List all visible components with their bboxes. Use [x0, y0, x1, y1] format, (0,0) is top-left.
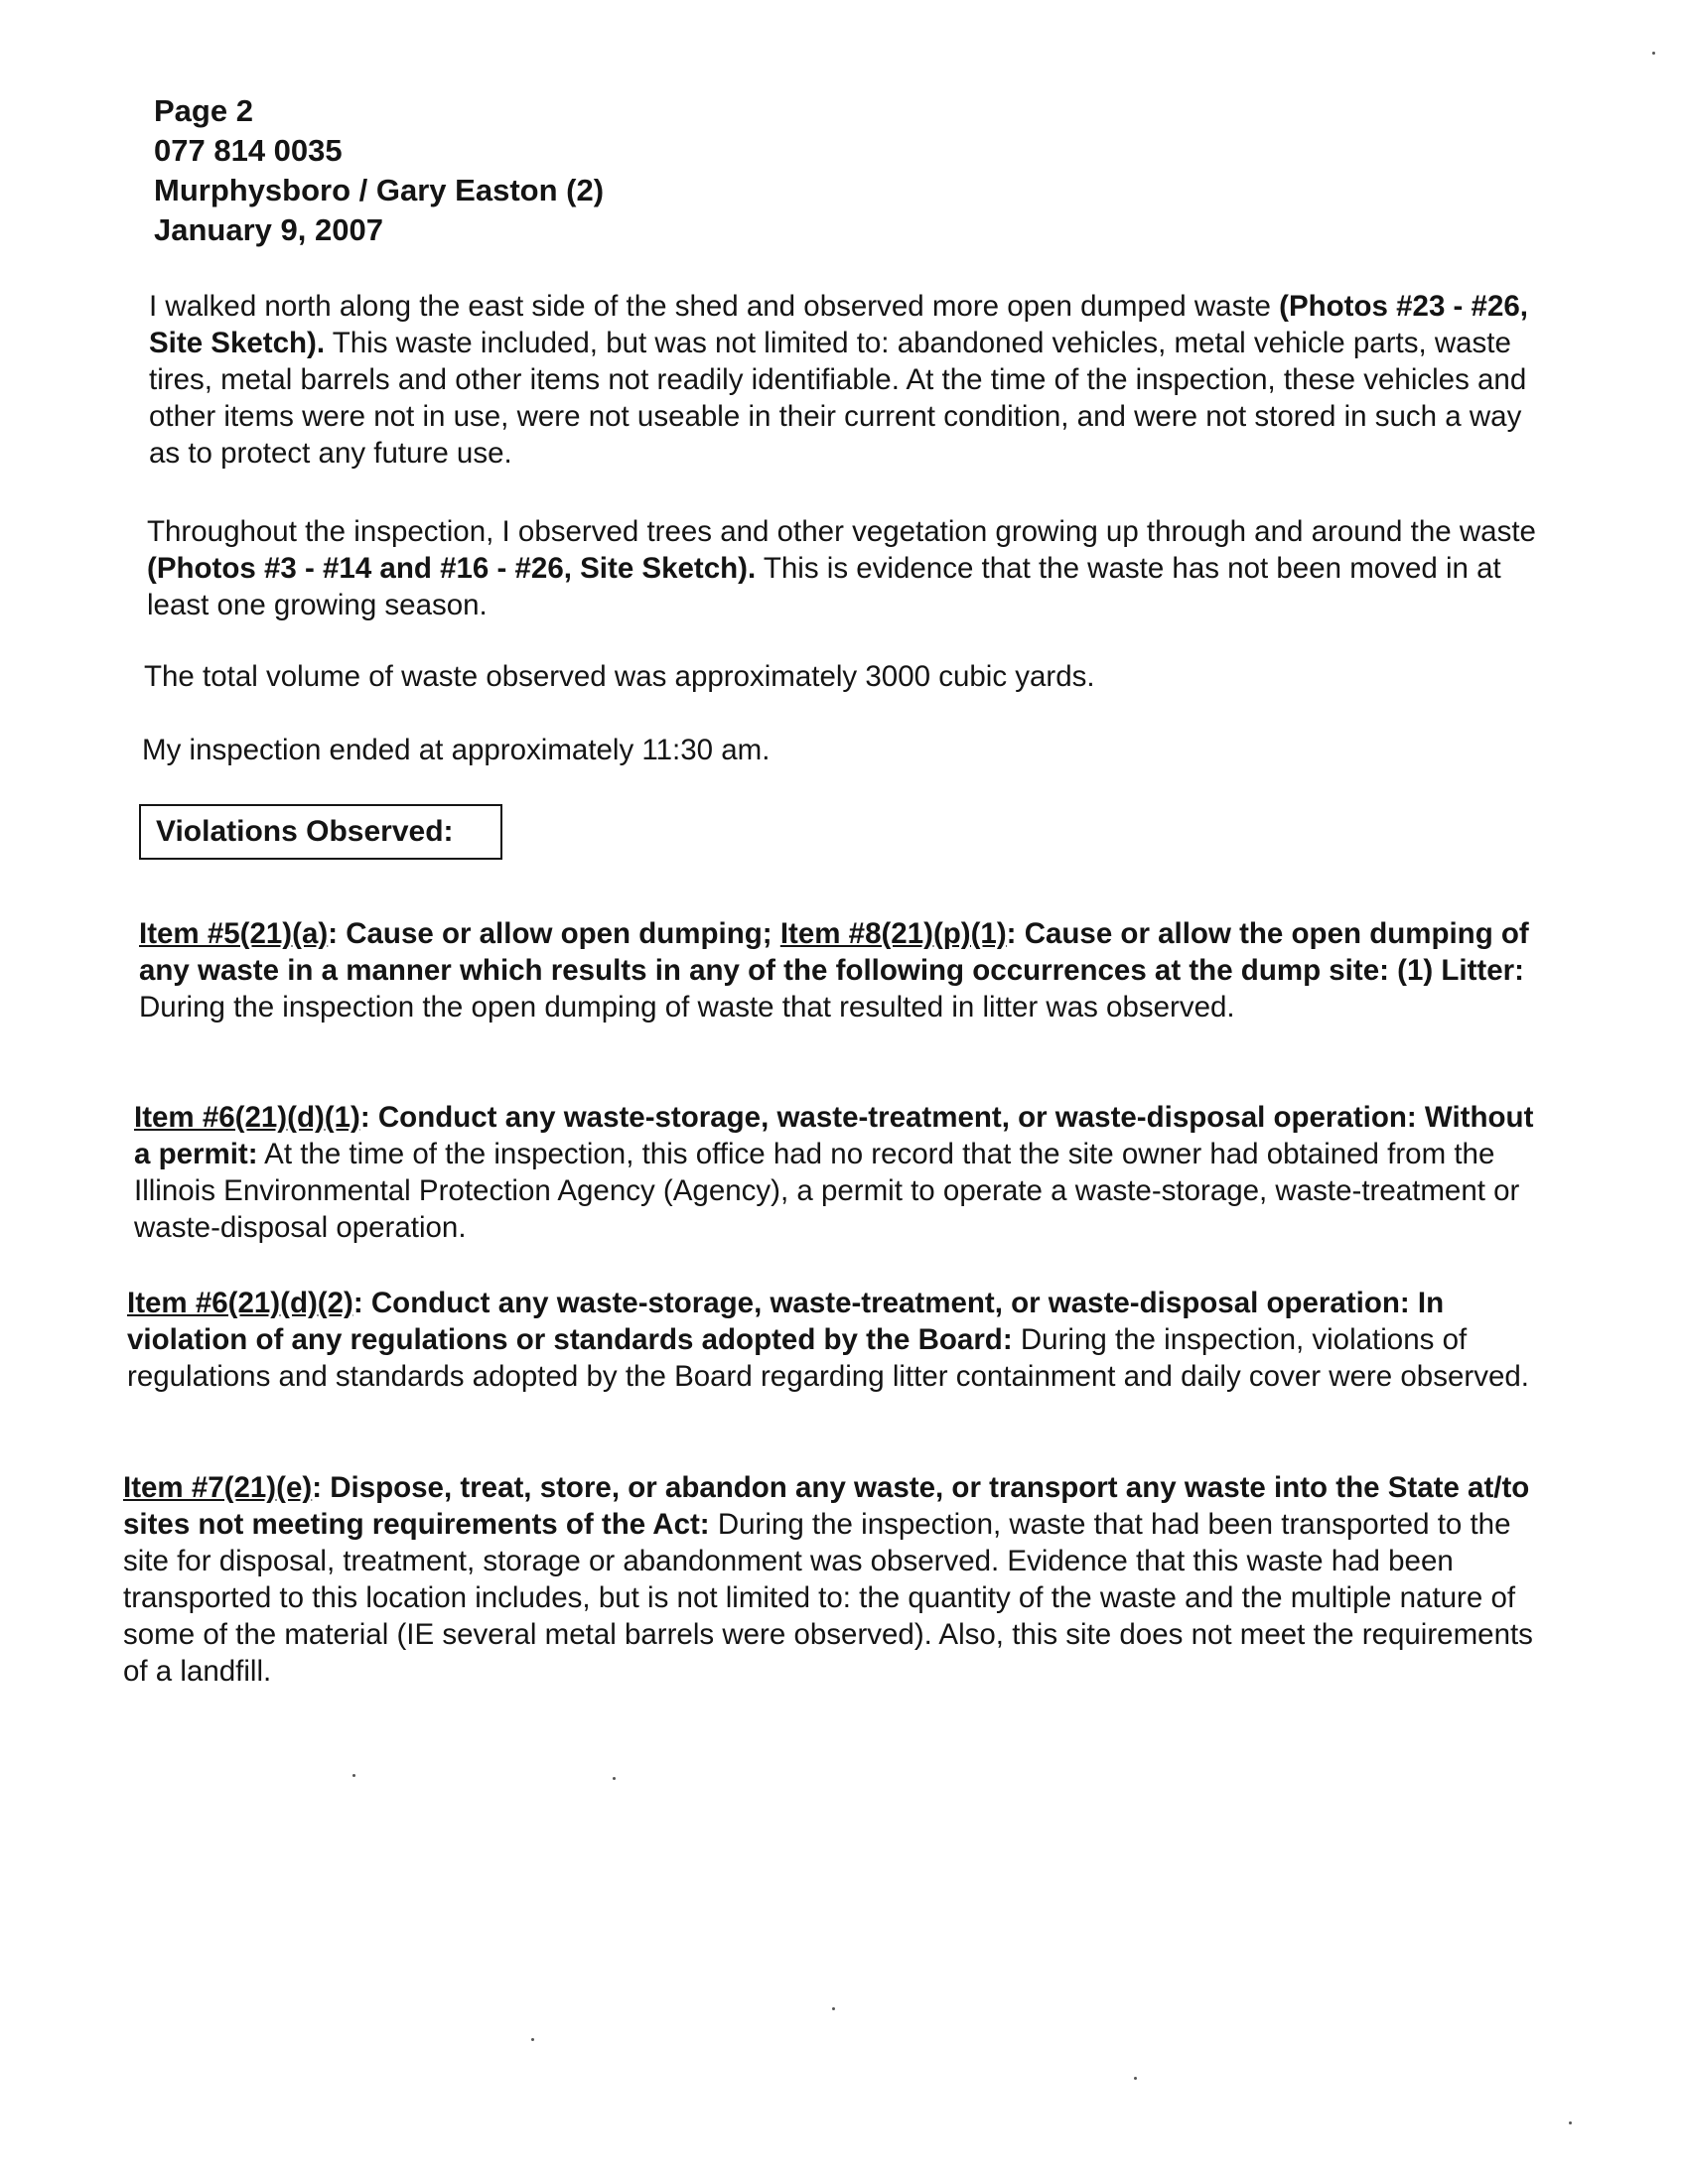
item-code: Item #5(21)(a)	[139, 917, 329, 950]
violation-item-6-d2: Item #6(21)(d)(2): Conduct any waste-storage, waste-treatment, or waste-disposal operation: In violation of any regulations or standards adopted by the Board: During the inspection, violations of regulations and standards adopted by the Board regarding litter containment and daily cover were observed.	[127, 1287, 1529, 1393]
report-date: January 9, 2007	[154, 212, 383, 247]
violation-item-7: Item #7(21)(e): Dispose, treat, store, or abandon any waste, or transport any waste into the State at/to sites not meeting requirements of the Act: During the inspection, waste that had been transported to the site for disposal, treatment, storage or abandonment was observed. Evidence that this waste had been transported to this location includes, but is not limited to: the quantity of the waste and the multiple nature of some of the material (IE several metal barrels were observed). Also, this site does not meet the requirements of a landfill.	[123, 1471, 1533, 1688]
paragraph-end-time: My inspection ended at approximately 11:30 am.	[142, 734, 771, 766]
paragraph-east-side: I walked north along the east side of the shed and observed more open dumped waste (Photos #23 - #26, Site Sketch). This waste included, but was not limited to: abandoned vehicles, metal vehicle parts, waste tires, metal barrels and other items not readily identifiable. At the time of the inspection, these vehicles and other items were not in use, were not useable in their current condition, and were not stored in such a way as to protect any future use.	[149, 290, 1528, 470]
scan-speck	[1569, 2121, 1572, 2124]
scan-speck	[613, 1777, 616, 1780]
photo-reference: (Photos #3 - #14 and #16 - #26, Site Sketch).	[147, 552, 757, 585]
page-header	[154, 91, 604, 250]
page-number: Page 2	[154, 93, 253, 128]
scan-speck	[1652, 52, 1655, 55]
violation-item-5-8: Item #5(21)(a): Cause or allow open dumping; Item #8(21)(p)(1): Cause or allow the open dumping of any waste in a manner which results in any of the following occurrences at the dump site: (1) Litter: During the inspection the open dumping of waste that resulted in litter was observed.	[139, 917, 1529, 1024]
paragraph-volume: The total volume of waste observed was approximately 3000 cubic yards.	[144, 660, 1095, 693]
item-code: Item #8(21)(p)(1)	[779, 917, 1007, 950]
violations-heading-box: Violations Observed:	[139, 804, 502, 860]
photo-reference: (Photos #23 - #26, Site Sketch).	[149, 290, 1528, 359]
scan-speck	[531, 2038, 534, 2041]
site-name: Murphysboro / Gary Easton (2)	[154, 173, 605, 207]
violation-item-6-d1: Item #6(21)(d)(1): Conduct any waste-storage, waste-treatment, or waste-disposal operation: Without a permit: At the time of the inspection, this office had no record that the site owner had obtained from the Illinois Environmental Protection Agency (Agency), a permit to operate a waste-storage, waste-treatment or waste-disposal operation.	[134, 1101, 1534, 1244]
item-code: Item #6(21)(d)(1)	[134, 1101, 360, 1134]
scan-speck	[352, 1774, 355, 1777]
paragraph-vegetation: Throughout the inspection, I observed trees and other vegetation growing up through and around the waste (Photos #3 - #14 and #16 - #26, Site Sketch). This is evidence that the waste has not been moved in at least one growing season.	[147, 515, 1536, 621]
scan-speck	[832, 2007, 835, 2010]
file-number: 077 814 0035	[154, 133, 343, 168]
scan-speck	[1134, 2077, 1137, 2080]
item-code: Item #7(21)(e)	[123, 1471, 313, 1504]
item-code: Item #6(21)(d)(2)	[127, 1287, 353, 1319]
